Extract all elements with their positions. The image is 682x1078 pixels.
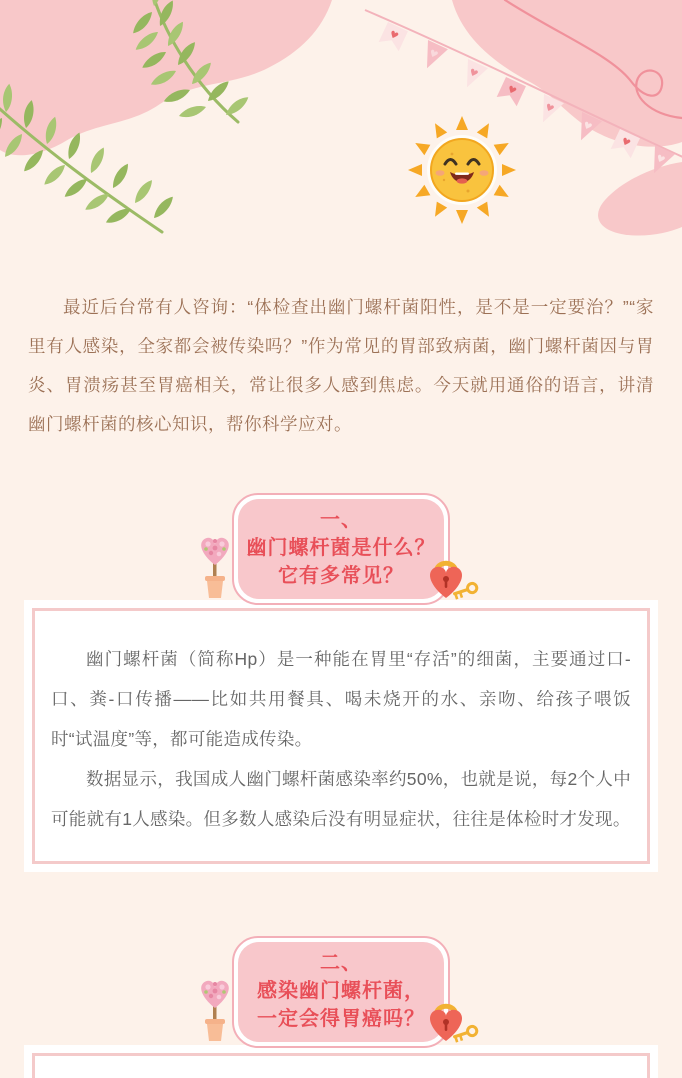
section-1-title-line-2: 它有多常见？ [278,565,404,587]
section-1-paragraph-1: 幽门螺杆菌（简称Hp）是一种能在胃里“存活”的细菌，主要通过口-口、粪-口传播——比如共用餐具、喝未烧开的水、亲吻、给孩子喂饭时“试温度”等，都可能造成传染。 [51,649,631,749]
section-1-content-card [24,600,658,872]
heart-topiary-icon [196,978,234,1042]
section-2-title-card [232,936,450,1048]
section-2-number: 二、 [320,952,362,974]
heart-lock-key-icon [421,552,481,600]
section-2-content-card [24,1045,658,1078]
heart-topiary-icon [196,535,234,599]
section-1-header [0,490,682,605]
section-2-title-line-2: 一定会得胃癌吗？ [257,1008,425,1030]
intro-paragraph: 最近后台常有人咨询：“体检查出幽门螺杆菌阳性，是不是一定要治？”“家里有人感染，全家都会被传染吗？”作为常见的胃部致病菌，幽门螺杆菌因与胃炎、胃溃疡甚至胃癌相关，常让很多人感到焦虑。今天就用通俗的语言，讲清幽门螺杆菌的核心知识，帮你科学应对。 [28,297,654,434]
section-2-title-line-1: 感染幽门螺杆菌， [257,980,425,1002]
section-1-number: 一、 [320,509,362,531]
section-2-header [0,933,682,1048]
heart-lock-key-icon [421,995,481,1043]
section-1-title-card [232,493,450,605]
header-decoration [0,0,682,282]
sun-icon [408,116,516,224]
section-1-paragraph-2: 数据显示，我国成人幽门螺杆菌感染率约50%，也就是说，每2个人中可能就有1人感染。但多数人感染后没有明显症状，往往是体检时才发现。 [51,769,631,829]
section-1-title-line-1: 幽门螺杆菌是什么？ [246,537,436,559]
